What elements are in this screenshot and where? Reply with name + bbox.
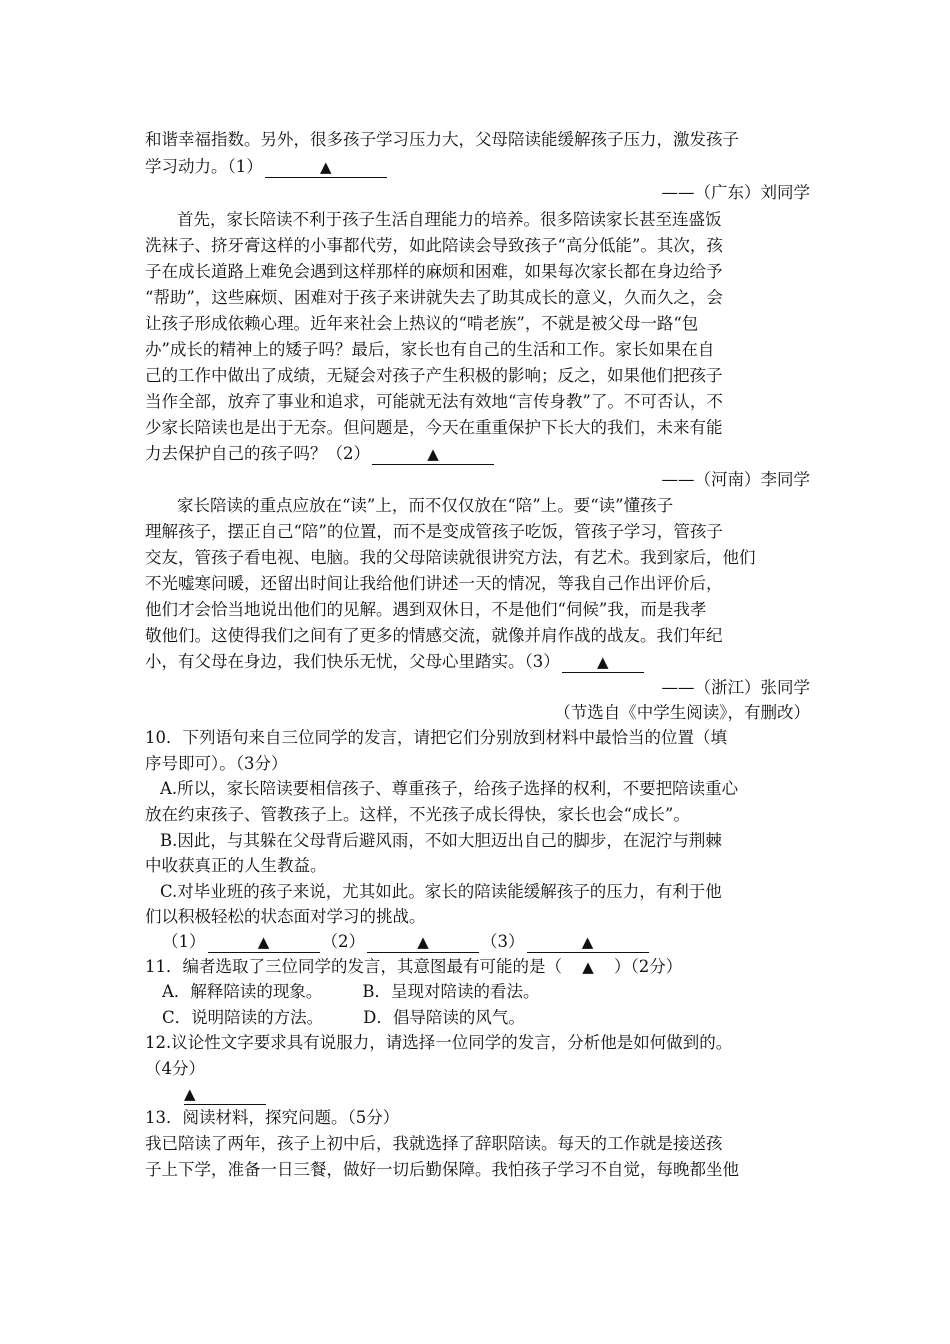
triangle-marker-icon: ▲ (582, 958, 594, 976)
q12-answer-blank[interactable] (184, 1084, 266, 1105)
option-a: 放在约束孩子、管教孩子上。这样，不光孩子成长得快，家长也会“成长”。 (145, 805, 690, 824)
option-c: C．说明陪读的方法。 (162, 1008, 324, 1027)
signature-zhejiang: ——（浙江）张同学 (661, 678, 810, 697)
question-11-options-row2 (162, 1006, 810, 1030)
passage-line: 交友，管孩子看电视、电脑。我的父母陪读就很讲究方法，有艺术。我到家后，他们 (145, 548, 756, 567)
question-10-answers (162, 930, 810, 954)
passage-line (145, 155, 810, 179)
passage-line: 少家长陪读也是出于无奈。但问题是，今天在重重保护下长大的我们，未来有能 (145, 418, 723, 437)
material-line: 我已陪读了两年，孩子上初中后，我就选择了辞职陪读。每天的工作就是接送孩 (145, 1134, 723, 1153)
signature-guangdong: ——（广东）刘同学 (661, 183, 810, 202)
triangle-marker-icon: ▲ (596, 653, 609, 671)
q10-answer-blank-3[interactable] (527, 932, 649, 953)
passage-text: 力去保护自己的孩子吗？（2） (145, 444, 370, 463)
option-d: D．倡导陪读的风气。 (363, 1008, 525, 1027)
question-10-stem: 序号即可）。（3分） (145, 754, 288, 773)
answer-blank-2[interactable] (372, 444, 494, 465)
triangle-marker-icon: ▲ (184, 1085, 196, 1103)
question-13-stem: 13．阅读材料，探究问题。（5分） (145, 1108, 400, 1127)
signature-henan: ——（河南）李同学 (661, 470, 810, 489)
question-11-points: ）（2分） (614, 957, 683, 976)
option-c: 们以积极轻松的状态面对学习的挑战。 (145, 907, 426, 926)
passage-line: 和谐幸福指数。另外，很多孩子学习压力大，父母陪读能缓解孩子压力，激发孩子 (145, 130, 739, 149)
passage-line: 他们才会恰当地说出他们的见解。遇到双休日，不是他们“伺候”我，而是我孝 (145, 600, 707, 619)
q11-answer-blank[interactable] (562, 955, 614, 979)
q10-answer-blank-1[interactable] (208, 932, 320, 953)
question-12-stem: （4分） (145, 1059, 205, 1078)
passage-line: 家长陪读的重点应放在“读”上，而不仅仅放在“陪”上。要“读”懂孩子 (177, 496, 674, 515)
passage-line: 当作全部，放弃了事业和追求，可能就无法有效地“言传身教”了。不可否认，不 (145, 392, 723, 411)
passage-line (145, 442, 810, 466)
q10-answer-blank-2[interactable] (367, 932, 479, 953)
triangle-marker-icon: ▲ (257, 933, 270, 951)
option-b: 中收获真正的人生教益。 (145, 856, 327, 875)
answer-label-2: （2） (321, 932, 365, 951)
passage-line: 敬他们。这使得我们之间有了更多的情感交流，就像并肩作战的战友。我们年纪 (145, 626, 723, 645)
triangle-marker-icon: ▲ (417, 933, 429, 951)
answer-blank-3[interactable] (562, 652, 644, 673)
material-line: 子上下学，准备一日三餐，做好一切后勤保障。我怕孩子学习不自觉，每晚都坐他 (145, 1160, 739, 1179)
passage-line: 己的工作中做出了成绩，无疑会对孩子产生积极的影响；反之，如果他们把孩子 (145, 366, 723, 385)
question-11-stem (145, 955, 810, 979)
passage-line: 理解孩子，摆正自己“陪”的位置，而不是变成管孩子吃饭，管孩子学习，管孩子 (145, 522, 723, 541)
option-c: C.对毕业班的孩子来说，尤其如此。家长的陪读能缓解孩子的压力，有利于他 (160, 882, 722, 901)
passage-line: 首先，家长陪读不利于孩子生活自理能力的培养。很多陪读家长甚至连盛饭 (177, 210, 722, 229)
source-citation: （节选自《中学生阅读》，有删改） (554, 703, 810, 722)
passage-line: 子在成长道路上难免会遇到这样那样的麻烦和困难，如果每次家长都在身边给予 (145, 262, 723, 281)
passage-line: 办”成长的精神上的矮子吗？最后，家长也有自己的生活和工作。家长如果在自 (145, 340, 715, 359)
answer-blank-1[interactable] (265, 157, 387, 178)
question-12-answer (182, 1082, 382, 1106)
passage-line (145, 650, 810, 674)
option-b: B.因此，与其躲在父母背后避风雨，不如大胆迈出自己的脚步，在泥泞与荆棘 (160, 831, 722, 850)
passage-text: 小，有父母在身边，我们快乐无忧，父母心里踏实。（3） (145, 652, 560, 671)
option-a: A.所以，家长陪读要相信孩子、尊重孩子，给孩子选择的权利，不要把陪读重心 (160, 779, 739, 798)
question-11-text: 11．编者选取了三位同学的发言，其意图最有可能的是（ (145, 957, 562, 976)
option-b: B．呈现对陪读的看法。 (362, 982, 540, 1001)
passage-line: “帮助”，这些麻烦、困难对于孩子来讲就失去了助其成长的意义，久而久之，会 (145, 288, 723, 307)
answer-label-1: （1） (162, 932, 206, 951)
triangle-marker-icon: ▲ (581, 933, 594, 951)
triangle-marker-icon: ▲ (427, 445, 439, 463)
question-12-stem: 12.议论性文字要求具有说服力，请选择一位同学的发言，分析他是如何做到的。 (145, 1033, 733, 1052)
passage-line: 不光嘘寒问暖，还留出时间让我给他们讲述一天的情况，等我自己作出评价后， (145, 574, 723, 593)
triangle-marker-icon: ▲ (319, 158, 332, 176)
passage-line: 让孩子形成依赖心理。近年来社会上热议的“啃老族”，不就是被父母一路“包 (145, 314, 699, 333)
passage-text: 学习动力。（1） (145, 157, 263, 176)
answer-label-3: （3） (481, 932, 525, 951)
option-a: A．解释陪读的现象。 (162, 982, 323, 1001)
question-11-options-row1 (162, 980, 810, 1004)
passage-line: 洗袜子、挤牙膏这样的小事都代劳，如此陪读会导致孩子“高分低能”。其次，孩 (145, 236, 723, 255)
question-10-stem: 10．下列语句来自三位同学的发言，请把它们分别放到材料中最恰当的位置（填 (145, 728, 727, 747)
